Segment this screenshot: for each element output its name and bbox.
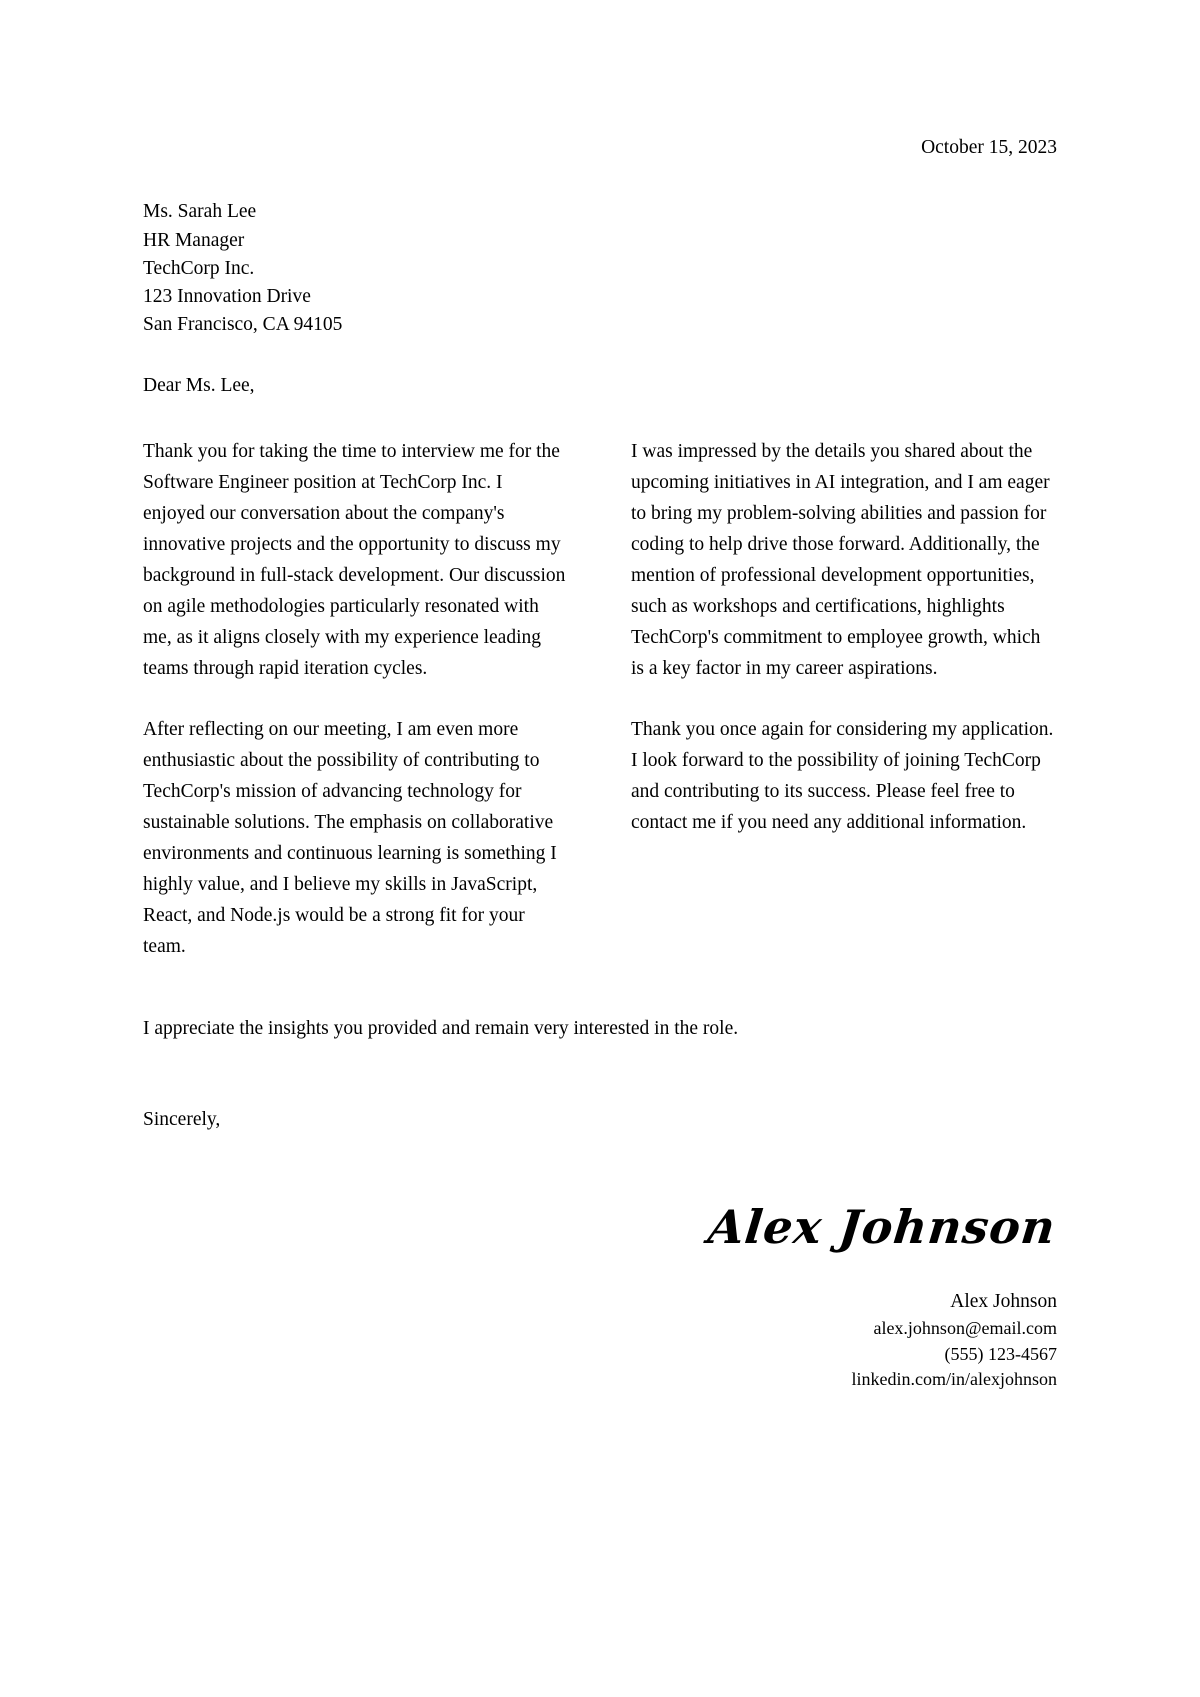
signer-email: alex.johnson@email.com: [873, 1318, 1057, 1339]
body-column-right: [631, 436, 1057, 962]
recipient-address-block: [143, 198, 1057, 339]
body-paragraph: Thank you for taking the time to interview me for the Software Engineer position at TechCorp Inc. I enjoyed our conversation about the company's innovative projects and the opportunity to discuss my background in full-stack development. Our discussion on agile methodologies particularly resonated with me, as it aligns closely with my experience leading teams through rapid iteration cycles.: [143, 440, 566, 679]
recipient-company: TechCorp Inc.: [143, 257, 255, 279]
signer-name: Alex Johnson: [950, 1291, 1057, 1313]
closing-line: I appreciate the insights you provided and remain very interested in the role.: [143, 1017, 739, 1039]
salutation: Dear Ms. Lee,: [143, 374, 255, 396]
recipient-city-state-zip: San Francisco, CA 94105: [143, 314, 343, 336]
signer-phone: (555) 123-4567: [944, 1343, 1057, 1364]
letter-date: October 15, 2023: [921, 137, 1057, 158]
body-columns: [143, 436, 1057, 962]
recipient-name: Ms. Sarah Lee: [143, 201, 257, 223]
signer-linkedin: linkedin.com/in/alexjohnson: [851, 1369, 1057, 1390]
body-paragraph: Thank you once again for considering my application. I look forward to the possibility of joining TechCorp and contributing to its success. Please feel free to contact me if you need any additional information.: [631, 718, 1054, 833]
body-paragraph: After reflecting on our meeting, I am even more enthusiastic about the possibility of contributing to TechCorp's mission of advancing technology for sustainable solutions. The emphasis on collaborative environments and continuous learning is something I highly value, and I believe my skills in JavaScript, React, and Node.js would be a strong fit for your team.: [143, 718, 557, 957]
recipient-title: HR Manager: [143, 229, 245, 251]
recipient-street: 123 Innovation Drive: [143, 286, 311, 308]
signature-block: [143, 1200, 1059, 1392]
signoff: Sincerely,: [143, 1109, 221, 1131]
body-column-left: [143, 436, 569, 962]
handwritten-signature: Alex Johnson: [705, 1200, 1059, 1255]
body-paragraph: I was impressed by the details you shared about the upcoming initiatives in AI integration, and I am eager to bring my problem-solving abilities and passion for coding to help drive those forward. Additionally, the mention of professional development opportunities, such as workshops and certifications, highlights TechCorp's commitment to employee growth, which is a key factor in my career aspirations.: [631, 440, 1050, 679]
letter-content: [143, 0, 1057, 1393]
